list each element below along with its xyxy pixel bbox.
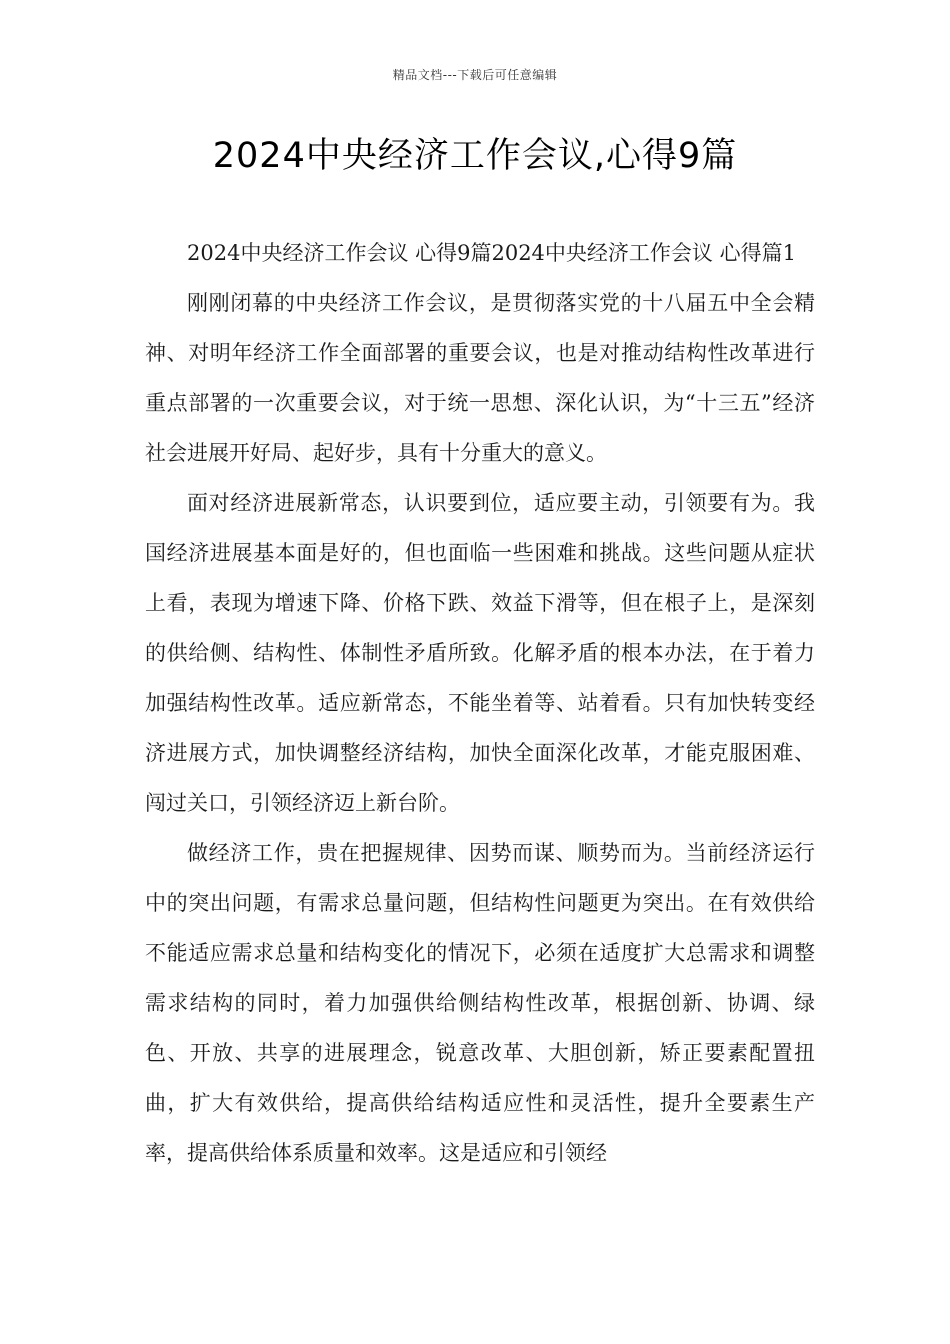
paragraph: 刚刚闭幕的中央经济工作会议，是贯彻落实党的十八届五中全会精神、对明年经济工作全面部署的重要会议，也是对推动结构性改革进行重点部署的一次重要会议，对于统一思想、深化认识，为“十三五”经济社会进展开好局、起好步，具有十分重大的意义。 [145,291,815,465]
paragraph: 做经济工作，贵在把握规律、因势而谋、顺势而为。当前经济运行中的突出问题，有需求总量问题，但结构性问题更为突出。在有效供给不能适应需求总量和结构变化的情况下，必须在适度扩大总需求和调整需求结构的同时，着力加强供给侧结构性改革，根据创新、协调、绿色、开放、共享的进展理念，锐意改革、大胆创新，矫正要素配置扭曲，扩大有效供给，提高供给结构适应性和灵活性，提升全要素生产率，提高供给体系质量和效率。这是适应和引领经 [145,841,815,1165]
paragraph: 面对经济进展新常态，认识要到位，适应要主动，引领要有为。我国经济进展基本面是好的，但也面临一些困难和挑战。这些问题从症状上看，表现为增速下降、价格下跌、效益下滑等，但在根子上，是深刻的供给侧、结构性、体制性矛盾所致。化解矛盾的根本办法，在于着力加强结构性改革。适应新常态，不能坐着等、站着看。只有加快转变经济进展方式，加快调整经济结构，加快全面深化改革，才能克服困难、闯过关口，引领经济迈上新台阶。 [145,491,815,815]
header-note: 精品文档---下载后可任意编辑 [392,68,558,82]
paragraph-intro: 2024中央经济工作会议 心得9篇2024中央经济工作会议 心得篇1 [187,241,796,265]
document-body [145,228,815,1178]
document-title: 2024中央经济工作会议,心得9篇 [212,136,738,176]
